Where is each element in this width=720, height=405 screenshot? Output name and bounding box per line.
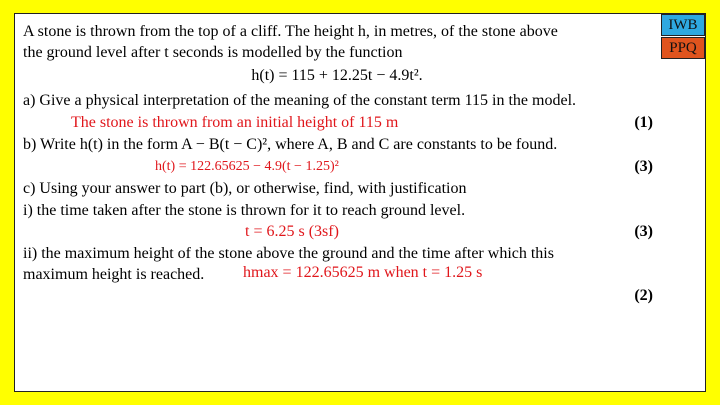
mark-c-i: (3) <box>634 223 653 240</box>
iwb-button[interactable]: IWB <box>661 14 705 36</box>
function-definition: h(t) = 115 + 12.25t − 4.9t². <box>251 67 423 84</box>
answer-a: The stone is thrown from an initial height of 115 m <box>71 114 399 131</box>
part-a-text: a) Give a physical interpretation of the meaning of the constant term 115 in the model. <box>23 92 577 109</box>
part-c-i-text: i) the time taken after the stone is thrown for it to reach ground level. <box>23 202 466 219</box>
question-slide <box>14 13 706 392</box>
intro-line-1: A stone is thrown from the top of a cliff. The height h, in metres, of the stone above <box>23 23 558 40</box>
mark-c-ii: (2) <box>634 287 653 304</box>
ppq-button[interactable]: PPQ <box>661 37 705 59</box>
mark-b: (3) <box>634 158 653 175</box>
answer-c-i: t = 6.25 s (3sf) <box>245 223 339 240</box>
part-c-text: c) Using your answer to part (b), or otherwise, find, with justification <box>23 180 467 197</box>
part-b-text: b) Write h(t) in the form A − B(t − C)², where A, B and C are constants to be found. <box>23 136 558 153</box>
part-c-ii-line-1: ii) the maximum height of the stone above the ground and the time after which this <box>23 245 554 262</box>
part-c-ii-line-2: maximum height is reached. <box>23 266 205 283</box>
answer-b: h(t) = 122.65625 − 4.9(t − 1.25)² <box>155 159 339 174</box>
answer-c-ii: hmax = 122.65625 m when t = 1.25 s <box>243 264 483 281</box>
intro-line-2: the ground level after t seconds is modelled by the function <box>23 44 403 61</box>
mark-a: (1) <box>634 114 653 131</box>
